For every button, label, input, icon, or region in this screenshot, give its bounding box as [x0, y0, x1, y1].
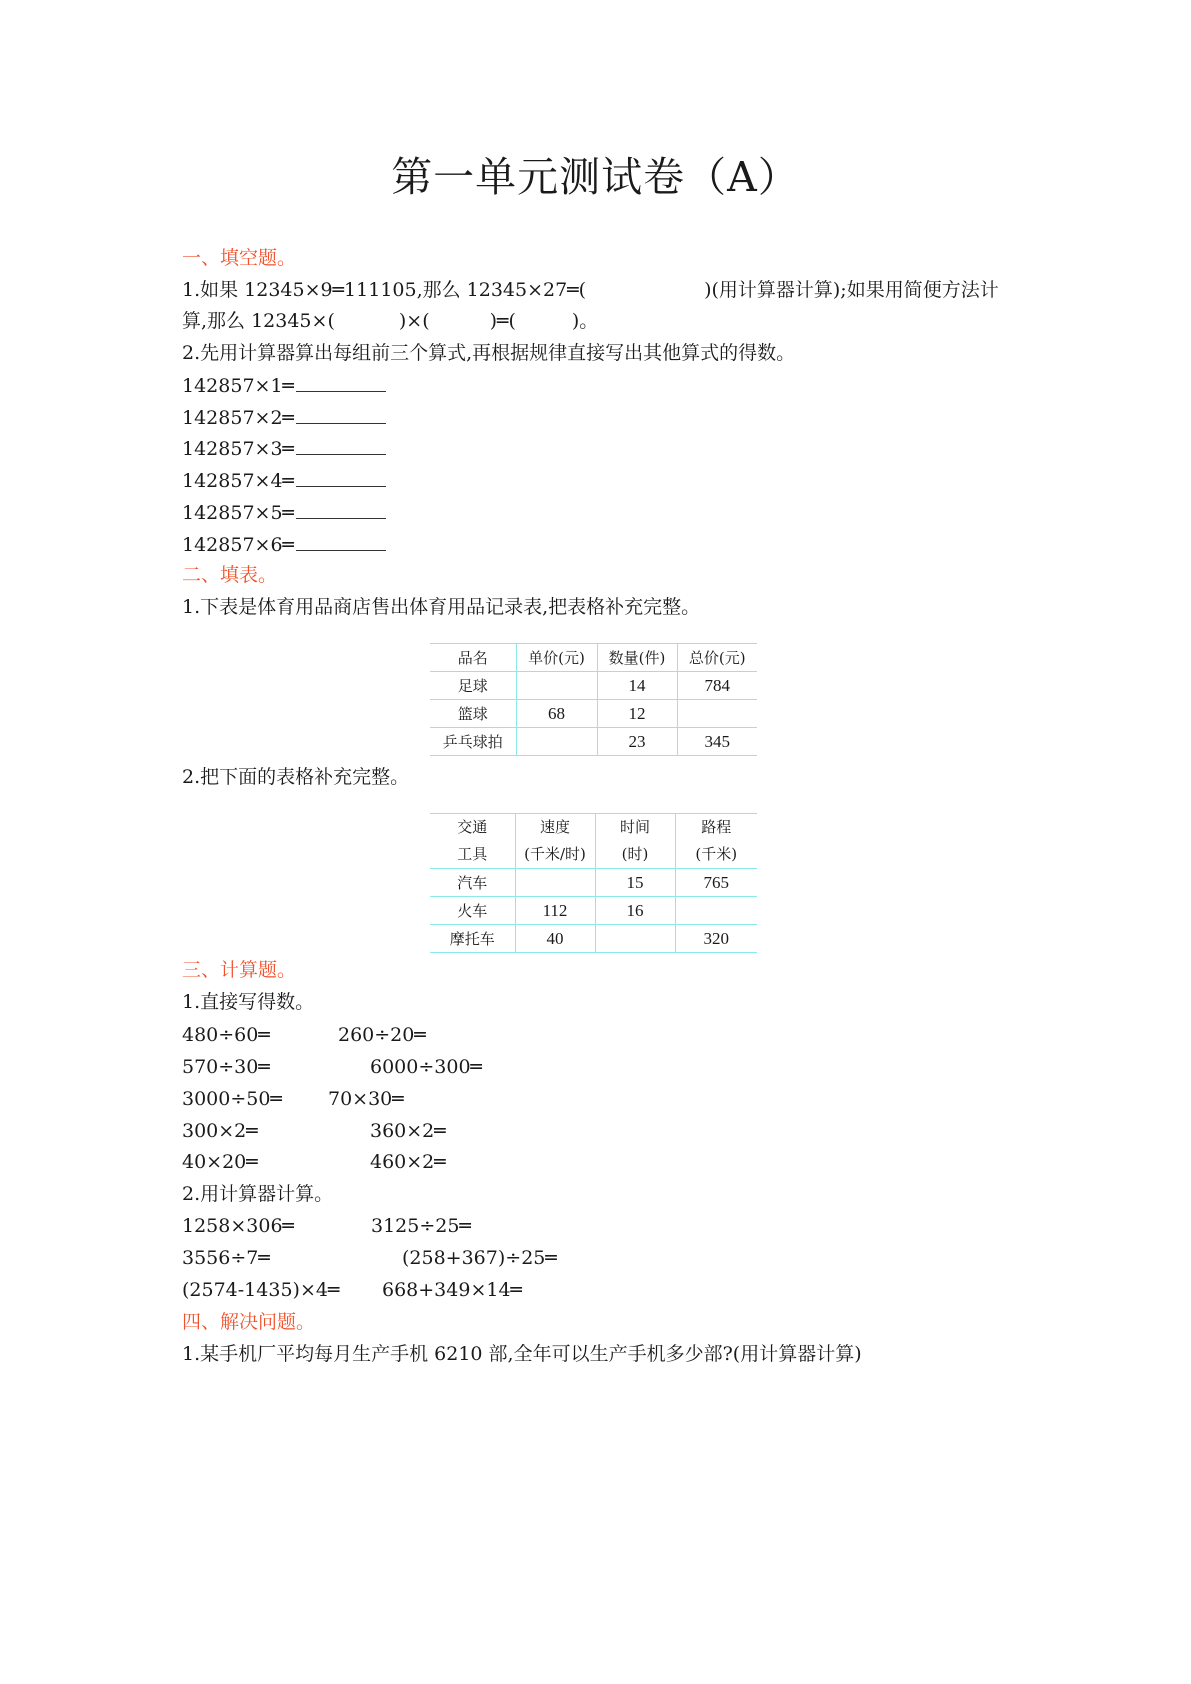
section-heading-fill-table: 二、填表。 — [182, 564, 278, 586]
header-line: 工具 — [457, 845, 488, 863]
question-text: )。 — [571, 310, 599, 332]
question-1-line-1 — [182, 278, 999, 302]
distance-cell[interactable] — [675, 897, 757, 925]
calculator-question: 2.用计算器计算。 — [182, 1183, 334, 1205]
equation-text: 142857×3═ — [182, 438, 294, 460]
quantity-cell: 14 — [597, 672, 677, 700]
table-row — [430, 897, 757, 925]
direct-problem: 3000÷50═ — [182, 1088, 282, 1110]
question-2-text: 2.先用计算器算出每组前三个算式,再根据规律直接写出其他算式的得数。 — [182, 342, 796, 364]
table-header-row — [430, 644, 757, 672]
table-header-row — [430, 814, 757, 869]
answer-underline[interactable] — [296, 405, 386, 424]
time-cell: 16 — [595, 897, 675, 925]
header-line: (时) — [621, 845, 649, 863]
calculator-problem: (2574-1435)×4═ — [182, 1279, 340, 1301]
distance-cell: 320 — [675, 925, 757, 953]
direct-problem: 6000÷300═ — [370, 1056, 482, 1078]
calculator-problem: 668+349×14═ — [382, 1279, 522, 1301]
header-cell — [675, 814, 757, 869]
section-heading-calculation: 三、计算题。 — [182, 959, 297, 981]
calculator-problem: (258+367)÷25═ — [402, 1247, 557, 1269]
equation-text: 142857×2═ — [182, 407, 294, 429]
direct-problem: 570÷30═ — [182, 1056, 270, 1078]
equation-text: 142857×5═ — [182, 502, 294, 524]
calculator-problem: 3125÷25═ — [371, 1215, 471, 1237]
item-name-cell: 乒乓球拍 — [430, 728, 516, 756]
equation-row — [182, 532, 386, 557]
question-text: 1.如果 12345×9═111105,那么 12345×27═( — [182, 279, 587, 301]
table-row — [430, 869, 757, 897]
equation-row — [182, 500, 386, 525]
unit-price-cell[interactable] — [516, 728, 597, 756]
quantity-cell: 23 — [597, 728, 677, 756]
table1-question: 1.下表是体育用品商店售出体育用品记录表,把表格补充完整。 — [182, 596, 701, 618]
header-cell — [595, 814, 675, 869]
question-text: )(用计算器计算);如果用简便方法计 — [704, 279, 999, 301]
question-text: )═( — [489, 310, 516, 332]
header-line: (千米/时) — [524, 845, 586, 863]
calculator-problem: 3556÷7═ — [182, 1247, 270, 1269]
page-title: 第一单元测试卷（A） — [391, 153, 800, 201]
equation-row — [182, 436, 386, 461]
header-cell: 单价(元) — [516, 644, 597, 672]
answer-underline[interactable] — [296, 436, 386, 455]
direct-problem: 480÷60═ — [182, 1024, 270, 1046]
question-text: )×( — [398, 310, 430, 332]
transport-table — [430, 813, 757, 953]
equation-text: 142857×1═ — [182, 375, 294, 397]
section-heading-problem-solving: 四、解决问题。 — [182, 1311, 316, 1333]
total-price-cell: 345 — [677, 728, 757, 756]
speed-cell: 112 — [515, 897, 595, 925]
header-line: 交通 — [457, 818, 488, 836]
header-line: (千米) — [695, 845, 738, 863]
answer-underline[interactable] — [296, 468, 386, 487]
header-cell: 总价(元) — [677, 644, 757, 672]
question-1-line-2 — [182, 309, 598, 333]
header-line: 路程 — [701, 818, 732, 836]
unit-price-cell[interactable] — [516, 672, 597, 700]
item-name-cell: 足球 — [430, 672, 516, 700]
direct-problem: 260÷20═ — [338, 1024, 426, 1046]
vehicle-cell: 火车 — [430, 897, 515, 925]
answer-underline[interactable] — [296, 532, 386, 551]
time-cell[interactable] — [595, 925, 675, 953]
word-problem-1: 1.某手机厂平均每月生产手机 6210 部,全年可以生产手机多少部?(用计算器计算) — [182, 1343, 862, 1365]
table-row — [430, 672, 757, 700]
direct-problem: 300×2═ — [182, 1120, 258, 1142]
header-cell: 数量(件) — [597, 644, 677, 672]
answer-underline[interactable] — [296, 500, 386, 519]
equation-text: 142857×4═ — [182, 470, 294, 492]
answer-underline[interactable] — [296, 373, 386, 392]
speed-cell[interactable] — [515, 869, 595, 897]
vehicle-cell: 摩托车 — [430, 925, 515, 953]
distance-cell: 765 — [675, 869, 757, 897]
header-cell — [430, 814, 515, 869]
sports-goods-table — [430, 643, 757, 756]
speed-cell: 40 — [515, 925, 595, 953]
item-name-cell: 篮球 — [430, 700, 516, 728]
header-cell — [515, 814, 595, 869]
table2-question: 2.把下面的表格补充完整。 — [182, 766, 410, 788]
direct-problem: 360×2═ — [370, 1120, 446, 1142]
direct-problem: 40×20═ — [182, 1151, 258, 1173]
direct-problem: 70×30═ — [328, 1088, 404, 1110]
table-row — [430, 728, 757, 756]
table-row — [430, 925, 757, 953]
quantity-cell: 12 — [597, 700, 677, 728]
total-price-cell: 784 — [677, 672, 757, 700]
header-line: 速度 — [539, 818, 570, 836]
table-row — [430, 700, 757, 728]
total-price-cell[interactable] — [677, 700, 757, 728]
equation-row — [182, 373, 386, 398]
header-line: 时间 — [619, 818, 650, 836]
section-heading-fill-blank: 一、填空题。 — [182, 247, 297, 269]
direct-answer-question: 1.直接写得数。 — [182, 991, 315, 1013]
question-text: 算,那么 12345×( — [182, 310, 335, 332]
vehicle-cell: 汽车 — [430, 869, 515, 897]
calculator-problem: 1258×306═ — [182, 1215, 294, 1237]
equation-text: 142857×6═ — [182, 534, 294, 556]
equation-row — [182, 405, 386, 430]
equation-row — [182, 468, 386, 493]
header-cell: 品名 — [430, 644, 516, 672]
unit-price-cell: 68 — [516, 700, 597, 728]
time-cell: 15 — [595, 869, 675, 897]
direct-problem: 460×2═ — [370, 1151, 446, 1173]
